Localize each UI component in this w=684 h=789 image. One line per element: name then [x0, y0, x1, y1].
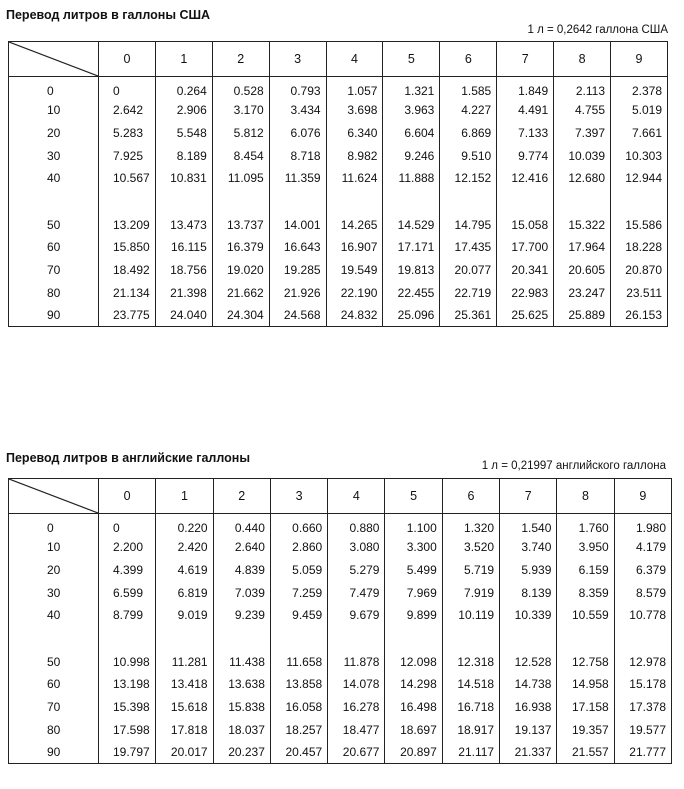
table-cell: 11.624 [326, 167, 383, 190]
row-header: 0 [9, 77, 99, 100]
table-cell: 22.719 [440, 281, 497, 304]
table-row [9, 122, 668, 145]
table-cell: 20.077 [440, 259, 497, 282]
table-cell: 17.700 [497, 236, 554, 259]
table-cell: 13.198 [99, 673, 156, 696]
table-cell: 21.777 [614, 741, 671, 764]
table-cell: 8.579 [614, 581, 671, 604]
table-cell: 19.357 [557, 718, 614, 741]
table-cell: 3.300 [385, 536, 442, 559]
table-row [9, 741, 672, 764]
table-cell: 4.179 [614, 536, 671, 559]
table-cell: 14.738 [500, 673, 557, 696]
table-cell: 17.964 [554, 236, 611, 259]
table-cell: 14.795 [440, 213, 497, 236]
table-cell: 18.917 [442, 718, 499, 741]
table-cell: 17.818 [156, 718, 213, 741]
table-cell: 4.491 [497, 99, 554, 122]
column-header: 6 [440, 42, 497, 77]
table-cell: 0 [99, 514, 156, 537]
row-header: 70 [9, 696, 99, 719]
table-cell: 3.170 [212, 99, 269, 122]
table-row [9, 281, 668, 304]
table-cell: 5.283 [99, 122, 156, 145]
diagonal-corner-cell [9, 479, 99, 514]
table-cell: 1.321 [383, 77, 440, 100]
row-header: 60 [9, 236, 99, 259]
table-row [9, 167, 668, 190]
row-header: 10 [9, 99, 99, 122]
table-cell: 2.420 [156, 536, 213, 559]
row-header: 10 [9, 536, 99, 559]
us-table-title: Перевод литров в галлоны США [6, 8, 211, 22]
table-cell: 6.604 [383, 122, 440, 145]
column-header: 1 [156, 479, 213, 514]
table-cell: 16.938 [500, 696, 557, 719]
table-cell: 10.778 [614, 604, 671, 627]
table-cell: 17.598 [99, 718, 156, 741]
header-row [9, 479, 672, 514]
table-cell: 13.418 [156, 673, 213, 696]
table-cell: 8.139 [500, 581, 557, 604]
table-cell: 7.661 [611, 122, 668, 145]
table-cell: 24.568 [269, 304, 326, 327]
table-cell: 19.137 [500, 718, 557, 741]
table-cell: 2.642 [99, 99, 156, 122]
diagonal-line [9, 479, 98, 513]
table-cell: 12.944 [611, 167, 668, 190]
table-cell: 21.398 [155, 281, 212, 304]
row-header: 40 [9, 167, 99, 190]
table-cell: 14.001 [269, 213, 326, 236]
table-cell: 14.518 [442, 673, 499, 696]
table-cell: 10.831 [155, 167, 212, 190]
table-cell: 9.679 [328, 604, 385, 627]
table-cell: 12.416 [497, 167, 554, 190]
table-row [9, 99, 668, 122]
table-cell: 19.577 [614, 718, 671, 741]
table-cell: 2.640 [213, 536, 270, 559]
table-row [9, 536, 672, 559]
table-cell: 5.939 [500, 559, 557, 582]
table-row [9, 718, 672, 741]
table-cell: 18.697 [385, 718, 442, 741]
table-cell: 21.662 [212, 281, 269, 304]
table-cell: 11.281 [156, 650, 213, 673]
table-cell: 16.278 [328, 696, 385, 719]
table-cell: 4.399 [99, 559, 156, 582]
row-header: 70 [9, 259, 99, 282]
table-cell: 8.718 [269, 144, 326, 167]
table-cell: 20.677 [328, 741, 385, 764]
table-cell: 18.477 [328, 718, 385, 741]
us-conversion-note: 1 л = 0,2642 галлона США [527, 24, 668, 36]
column-header: 9 [614, 479, 671, 514]
table-cell: 4.227 [440, 99, 497, 122]
table-cell: 8.799 [99, 604, 156, 627]
table-cell: 16.379 [212, 236, 269, 259]
uk-table-title: Перевод литров в английские галлоны [6, 451, 251, 465]
column-header: 3 [269, 42, 326, 77]
table-cell: 3.740 [500, 536, 557, 559]
table-cell: 7.259 [270, 581, 327, 604]
table-cell: 19.797 [99, 741, 156, 764]
table-cell: 6.076 [269, 122, 326, 145]
table-cell: 7.925 [99, 144, 156, 167]
table-cell: 19.813 [383, 259, 440, 282]
diagonal-corner-cell [9, 42, 99, 77]
table-cell: 0.440 [213, 514, 270, 537]
table-cell: 1.057 [326, 77, 383, 100]
table-cell: 18.228 [611, 236, 668, 259]
column-header: 5 [385, 479, 442, 514]
column-header: 8 [554, 42, 611, 77]
table-cell: 23.775 [99, 304, 156, 327]
table-cell: 13.473 [155, 213, 212, 236]
table-cell: 20.605 [554, 259, 611, 282]
table-cell: 21.337 [500, 741, 557, 764]
table-cell: 14.958 [557, 673, 614, 696]
row-header: 30 [9, 144, 99, 167]
table-cell: 15.838 [213, 696, 270, 719]
table-cell: 0.793 [269, 77, 326, 100]
table-cell: 12.152 [440, 167, 497, 190]
table-row [9, 559, 672, 582]
table-cell: 10.303 [611, 144, 668, 167]
table-cell: 10.567 [99, 167, 156, 190]
table-cell: 13.209 [99, 213, 156, 236]
header-row [9, 42, 668, 77]
table-cell: 6.819 [156, 581, 213, 604]
table-cell: 17.435 [440, 236, 497, 259]
table-cell: 15.178 [614, 673, 671, 696]
table-cell: 16.907 [326, 236, 383, 259]
table-cell: 4.619 [156, 559, 213, 582]
table-cell: 3.698 [326, 99, 383, 122]
table-cell: 10.998 [99, 650, 156, 673]
table-cell: 19.549 [326, 259, 383, 282]
table-cell: 14.298 [385, 673, 442, 696]
table-cell: 24.040 [155, 304, 212, 327]
table-cell: 2.200 [99, 536, 156, 559]
table-cell: 7.969 [385, 581, 442, 604]
table-cell: 1.100 [385, 514, 442, 537]
table-cell: 3.434 [269, 99, 326, 122]
table-cell: 21.926 [269, 281, 326, 304]
table-cell: 21.117 [442, 741, 499, 764]
column-header: 6 [442, 479, 499, 514]
table-cell: 3.080 [328, 536, 385, 559]
table-row [9, 581, 672, 604]
table-cell: 6.599 [99, 581, 156, 604]
table-cell: 14.265 [326, 213, 383, 236]
table-cell: 1.585 [440, 77, 497, 100]
table-row [9, 259, 668, 282]
row-group-spacer [9, 626, 672, 650]
column-header: 4 [328, 479, 385, 514]
column-header: 0 [99, 42, 156, 77]
column-header: 2 [213, 479, 270, 514]
table-cell: 20.870 [611, 259, 668, 282]
us-gallons-table [8, 41, 668, 327]
table-cell: 5.812 [212, 122, 269, 145]
table-cell: 20.237 [213, 741, 270, 764]
table-cell: 18.257 [270, 718, 327, 741]
table-cell: 18.037 [213, 718, 270, 741]
table-cell: 17.378 [614, 696, 671, 719]
table-cell: 22.455 [383, 281, 440, 304]
table-cell: 20.341 [497, 259, 554, 282]
table-cell: 7.479 [328, 581, 385, 604]
table-row [9, 77, 668, 100]
table-cell: 14.078 [328, 673, 385, 696]
table-cell: 16.498 [385, 696, 442, 719]
table-cell: 3.963 [383, 99, 440, 122]
table-cell: 6.869 [440, 122, 497, 145]
row-header: 80 [9, 281, 99, 304]
column-header: 3 [270, 479, 327, 514]
table-cell: 16.643 [269, 236, 326, 259]
table-cell: 8.359 [557, 581, 614, 604]
table-cell: 24.832 [326, 304, 383, 327]
table-cell: 0.528 [212, 77, 269, 100]
table-cell: 1.980 [614, 514, 671, 537]
table-cell: 25.096 [383, 304, 440, 327]
table-cell: 26.153 [611, 304, 668, 327]
column-header: 1 [155, 42, 212, 77]
row-header: 30 [9, 581, 99, 604]
table-cell: 16.718 [442, 696, 499, 719]
column-header: 9 [611, 42, 668, 77]
table-cell: 9.774 [497, 144, 554, 167]
table-row [9, 696, 672, 719]
table-cell: 4.839 [213, 559, 270, 582]
table-cell: 7.397 [554, 122, 611, 145]
row-header: 90 [9, 304, 99, 327]
table-cell: 3.950 [557, 536, 614, 559]
table-cell: 12.318 [442, 650, 499, 673]
table-cell: 17.158 [557, 696, 614, 719]
table-cell: 2.860 [270, 536, 327, 559]
row-header: 50 [9, 650, 99, 673]
column-header: 5 [383, 42, 440, 77]
table-cell: 13.737 [212, 213, 269, 236]
table-cell: 25.889 [554, 304, 611, 327]
table-cell: 15.586 [611, 213, 668, 236]
table-cell: 18.492 [99, 259, 156, 282]
table-cell: 2.113 [554, 77, 611, 100]
table-cell: 11.438 [213, 650, 270, 673]
table-cell: 20.897 [385, 741, 442, 764]
row-header: 60 [9, 673, 99, 696]
table-cell: 16.115 [155, 236, 212, 259]
table-cell: 11.359 [269, 167, 326, 190]
table-cell: 10.039 [554, 144, 611, 167]
column-header: 4 [326, 42, 383, 77]
table-cell: 20.457 [270, 741, 327, 764]
table-cell: 24.304 [212, 304, 269, 327]
column-header: 7 [500, 479, 557, 514]
table-cell: 7.039 [213, 581, 270, 604]
table-cell: 5.499 [385, 559, 442, 582]
table-cell: 12.528 [500, 650, 557, 673]
table-cell: 17.171 [383, 236, 440, 259]
table-cell: 21.134 [99, 281, 156, 304]
table-cell: 16.058 [270, 696, 327, 719]
uk-gallons-table [8, 478, 672, 764]
table-cell: 0.880 [328, 514, 385, 537]
table-cell: 9.019 [156, 604, 213, 627]
row-header: 50 [9, 213, 99, 236]
row-header: 20 [9, 559, 99, 582]
table-cell: 9.239 [213, 604, 270, 627]
table-cell: 15.398 [99, 696, 156, 719]
table-cell: 20.017 [156, 741, 213, 764]
table-cell: 8.454 [212, 144, 269, 167]
row-header: 20 [9, 122, 99, 145]
row-header: 0 [9, 514, 99, 537]
column-header: 0 [99, 479, 156, 514]
table-cell: 0.220 [156, 514, 213, 537]
table-cell: 1.760 [557, 514, 614, 537]
table-cell: 1.849 [497, 77, 554, 100]
table-cell: 8.189 [155, 144, 212, 167]
table-cell: 19.020 [212, 259, 269, 282]
table-row [9, 673, 672, 696]
table-row [9, 213, 668, 236]
table-cell: 0.264 [155, 77, 212, 100]
table-cell: 15.850 [99, 236, 156, 259]
table-cell: 12.098 [385, 650, 442, 673]
row-group-spacer [9, 189, 668, 213]
table-cell: 7.133 [497, 122, 554, 145]
table-cell: 14.529 [383, 213, 440, 236]
column-header: 2 [212, 42, 269, 77]
table-row [9, 144, 668, 167]
table-cell: 12.680 [554, 167, 611, 190]
column-header: 7 [497, 42, 554, 77]
table-cell: 9.246 [383, 144, 440, 167]
table-cell: 23.511 [611, 281, 668, 304]
row-header: 90 [9, 741, 99, 764]
table-row [9, 604, 672, 627]
table-cell: 10.119 [442, 604, 499, 627]
table-row [9, 514, 672, 537]
table-cell: 12.758 [557, 650, 614, 673]
table-cell: 9.510 [440, 144, 497, 167]
table-cell: 11.888 [383, 167, 440, 190]
diagonal-line [9, 42, 98, 76]
table-cell: 0 [99, 77, 156, 100]
table-cell: 2.378 [611, 77, 668, 100]
table-cell: 6.340 [326, 122, 383, 145]
table-cell: 11.095 [212, 167, 269, 190]
table-cell: 19.285 [269, 259, 326, 282]
table-row [9, 236, 668, 259]
table-cell: 18.756 [155, 259, 212, 282]
table-cell: 8.982 [326, 144, 383, 167]
table-cell: 6.159 [557, 559, 614, 582]
table-cell: 23.247 [554, 281, 611, 304]
table-cell: 13.858 [270, 673, 327, 696]
table-cell: 5.719 [442, 559, 499, 582]
column-header: 8 [557, 479, 614, 514]
table-cell: 5.548 [155, 122, 212, 145]
table-cell: 10.559 [557, 604, 614, 627]
row-header: 80 [9, 718, 99, 741]
table-cell: 7.919 [442, 581, 499, 604]
table-cell: 9.899 [385, 604, 442, 627]
table-cell: 25.625 [497, 304, 554, 327]
row-header: 40 [9, 604, 99, 627]
table-cell: 22.190 [326, 281, 383, 304]
table-cell: 3.520 [442, 536, 499, 559]
table-cell: 4.755 [554, 99, 611, 122]
table-row [9, 650, 672, 673]
table-cell: 15.058 [497, 213, 554, 236]
table-cell: 11.658 [270, 650, 327, 673]
table-cell: 1.320 [442, 514, 499, 537]
table-cell: 25.361 [440, 304, 497, 327]
table-cell: 15.618 [156, 696, 213, 719]
table-cell: 5.279 [328, 559, 385, 582]
table-cell: 10.339 [500, 604, 557, 627]
table-cell: 12.978 [614, 650, 671, 673]
table-cell: 5.059 [270, 559, 327, 582]
table-cell: 21.557 [557, 741, 614, 764]
table-cell: 1.540 [500, 514, 557, 537]
table-cell: 22.983 [497, 281, 554, 304]
table-cell: 0.660 [270, 514, 327, 537]
table-cell: 6.379 [614, 559, 671, 582]
table-cell: 9.459 [270, 604, 327, 627]
uk-conversion-note: 1 л = 0,21997 английского галлона [481, 460, 666, 472]
table-cell: 5.019 [611, 99, 668, 122]
table-cell: 11.878 [328, 650, 385, 673]
table-cell: 13.638 [213, 673, 270, 696]
table-cell: 15.322 [554, 213, 611, 236]
table-row [9, 304, 668, 327]
table-cell: 2.906 [155, 99, 212, 122]
